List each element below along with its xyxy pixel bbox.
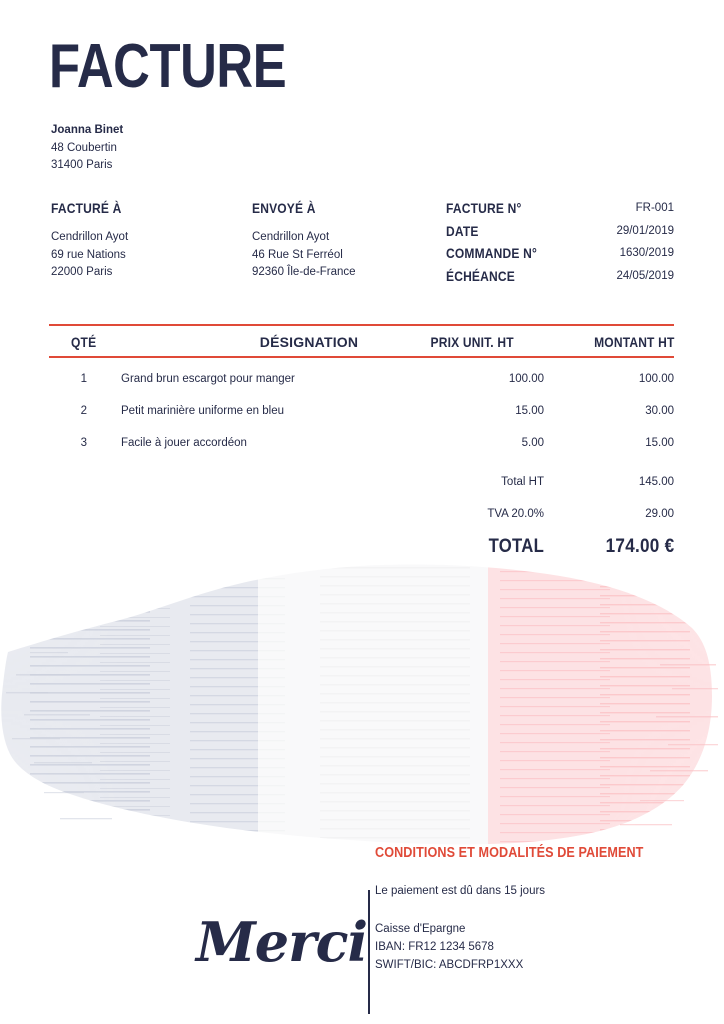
meta-label-date: DATE xyxy=(446,222,479,239)
sender-name: Joanna Binet xyxy=(51,124,124,136)
billed-to-name: Cendrillon Ayot xyxy=(51,231,129,243)
bank-iban: IBAN: FR12 1234 5678 xyxy=(375,941,494,953)
sent-to-name: Cendrillon Ayot xyxy=(252,231,330,243)
table-header-row xyxy=(49,326,674,356)
cell-amount: 15.00 xyxy=(645,437,674,449)
footer-divider xyxy=(368,890,370,1014)
grand-total-label: TOTAL xyxy=(488,536,544,557)
sent-to-block xyxy=(252,200,356,282)
sender-street: 48 Coubertin xyxy=(51,141,117,154)
meta-value-order-number: 1630/2019 xyxy=(619,247,674,259)
billed-to-heading: FACTURÉ À xyxy=(51,200,122,216)
totals-row-subtotal xyxy=(49,468,674,500)
billed-to-street: 69 rue Nations xyxy=(51,248,126,261)
sent-to-city: 92360 Île-de-France xyxy=(252,266,356,278)
column-header-amount: MONTANT HT xyxy=(593,334,674,350)
thank-you-signature: Merci xyxy=(196,910,367,974)
tax-value: 29.00 xyxy=(645,508,674,520)
cell-qty: 1 xyxy=(80,373,87,385)
cell-unit-price: 100.00 xyxy=(508,373,544,385)
meta-label-invoice-number: FACTURE N° xyxy=(446,200,522,216)
table-row xyxy=(49,428,674,460)
cell-unit-price: 15.00 xyxy=(515,405,544,417)
meta-label-order-number: COMMANDE N° xyxy=(446,245,537,261)
cell-qty: 2 xyxy=(80,405,87,417)
bank-swift: SWIFT/BIC: ABCDFRP1XXX xyxy=(375,959,524,971)
table-row xyxy=(49,364,674,396)
column-header-qty: QTÉ xyxy=(71,334,97,350)
page-title: FACTURE xyxy=(49,32,287,101)
cell-amount: 100.00 xyxy=(638,373,674,385)
payment-conditions-heading: CONDITIONS ET MODALITÉS DE PAIEMENT xyxy=(375,845,644,861)
french-flag-graphic xyxy=(0,556,724,846)
line-items-table xyxy=(49,324,674,460)
payment-terms-text: Le paiement est dû dans 15 jours xyxy=(375,885,546,897)
sender-city: 31400 Paris xyxy=(51,159,113,171)
sent-to-heading: ENVOYÉ À xyxy=(252,200,316,216)
sent-to-street: 46 Rue St Ferréol xyxy=(252,248,343,261)
column-header-unit-price: PRIX UNIT. HT xyxy=(430,334,514,350)
bank-details-block xyxy=(375,920,523,974)
table-header-rule xyxy=(49,356,674,358)
cell-qty: 3 xyxy=(80,437,87,449)
meta-value-due-date: 24/05/2019 xyxy=(616,269,674,282)
cell-designation: Petit marinière uniforme en bleu xyxy=(121,405,284,417)
billed-to-body xyxy=(51,229,133,282)
cell-unit-price: 5.00 xyxy=(521,437,544,449)
sent-to-body xyxy=(252,229,356,282)
grand-total-value: 174.00 € xyxy=(605,536,674,557)
billed-to-block xyxy=(51,200,133,282)
meta-label-due-date: ÉCHÉANCE xyxy=(446,267,515,284)
subtotal-value: 145.00 xyxy=(638,476,674,488)
cell-designation: Facile à jouer accordéon xyxy=(121,437,247,449)
meta-row-order-number xyxy=(446,245,674,268)
cell-designation: Grand brun escargot pour manger xyxy=(121,373,295,385)
meta-row-date xyxy=(446,223,674,246)
billed-to-city: 22000 Paris xyxy=(51,266,113,278)
cell-amount: 30.00 xyxy=(645,405,674,417)
invoice-meta-block xyxy=(446,200,674,290)
tax-label: TVA 20.0% xyxy=(487,508,544,520)
table-row xyxy=(49,396,674,428)
sender-address-block xyxy=(51,122,123,175)
meta-row-invoice-number xyxy=(446,200,674,223)
totals-row-tax xyxy=(49,500,674,532)
subtotal-label: Total HT xyxy=(501,476,544,488)
bank-name: Caisse d'Epargne xyxy=(375,923,466,935)
meta-value-invoice-number: FR-001 xyxy=(635,202,674,214)
column-header-designation: DÉSIGNATION xyxy=(259,334,359,350)
meta-value-date: 29/01/2019 xyxy=(616,224,674,237)
meta-row-due-date xyxy=(446,268,674,291)
